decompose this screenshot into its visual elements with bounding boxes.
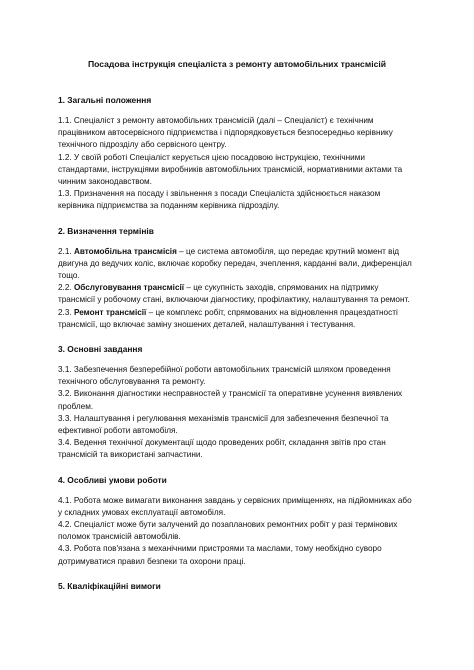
definition-paragraph — [58, 282, 416, 306]
section-special-conditions — [58, 474, 416, 568]
section-heading: 5. Кваліфікаційні вимоги — [58, 580, 161, 591]
clause-number: 2.1. — [58, 246, 74, 256]
clause-number: 2.2. — [58, 283, 74, 293]
paragraph: 3.2. Виконання діагностики несправностей у трансмісії та оперативне усунення виявлених проблем. — [58, 389, 403, 411]
paragraph: 3.1. Забезпечення безперебійної роботи автомобільних трансмісій шляхом проведення технічного обслуговування та ремонту. — [58, 365, 391, 387]
definition-text: – це система автомобіля, що передає крутний момент від двигуна до ведучих коліс, включає коробку передач, зчеплення, карданні вали, диференціал тощо. — [58, 246, 412, 281]
definition-paragraph — [58, 307, 416, 331]
definition-paragraph — [58, 246, 416, 283]
paragraph: 3.4. Ведення технічної документації щодо проведених робіт, складання звітів про стан трансмісій та використані запчастини. — [58, 438, 386, 460]
paragraph: 4.3. Робота пов'язана з механічними пристроями та маслами, тому необхідно суворо дотримуватися правил безпеки та охорони праці. — [58, 544, 382, 566]
paragraph: 1.1. Спеціаліст з ремонту автомобільних трансмісій (далі – Спеціаліст) є технічним працівником автосервісного підприємства і підпорядковується безпосередньо керівнику технічного підрозділу або сервісного центру. — [58, 116, 393, 150]
paragraph: 4.1. Робота може вимагати виконання завдань у сервісних приміщеннях, на підйомниках або у складних умовах експлуатації автомобіля. — [58, 495, 412, 517]
paragraph: 1.2. У своїй роботі Спеціаліст керується цією посадовою інструкцією, технічними стандартами, інструкціями виробників автомобільних трансмісій, нормативними актами та чинним законодавством. — [58, 152, 403, 187]
paragraph: 3.3. Налаштування і регулювання механізмів трансмісії для забезпечення безпечної та ефективної роботи автомобіля. — [58, 413, 389, 436]
clause-number: 2.3. — [58, 307, 74, 317]
definition-text: – це комплекс робіт, спрямованих на відновлення працездатності трансмісії, що включає заміну зношених деталей, налаштування і тестування. — [58, 307, 398, 329]
section-heading: 3. Основні завдання — [58, 344, 143, 355]
section-heading: 1. Загальні положення — [58, 95, 152, 105]
definition-text: – це сукупність заходів, спрямованих на підтримку трансмісії у робочому стані, включаючи діагностику, профілактику, налаштування та ремонт. — [58, 283, 410, 305]
section-general — [58, 94, 416, 213]
section-main-tasks — [58, 343, 416, 462]
paragraph: 4.2. Спеціаліст може бути залучений до позапланових ремонтних робіт у разі термінових поломок трансмісій автомобілів. — [58, 520, 398, 542]
section-qualifications — [58, 580, 416, 592]
section-heading: 2. Визначення термінів — [58, 225, 154, 236]
document-title: Посадова інструкція спеціаліста з ремонту автомобільних трансмісій — [87, 59, 387, 69]
defined-term: Ремонт трансмісії — [73, 307, 147, 317]
defined-term: Обслуговування трансмісії — [73, 283, 185, 293]
defined-term: Автомобільна трансмісія — [73, 246, 177, 256]
section-heading: 4. Особливі умови роботи — [58, 474, 167, 485]
paragraph: 1.3. Призначення на посаду і звільнення з посади Спеціаліста здійснюється наказом керівника підприємства за поданням керівника підрозділу. — [58, 189, 381, 211]
section-definitions — [58, 225, 416, 331]
